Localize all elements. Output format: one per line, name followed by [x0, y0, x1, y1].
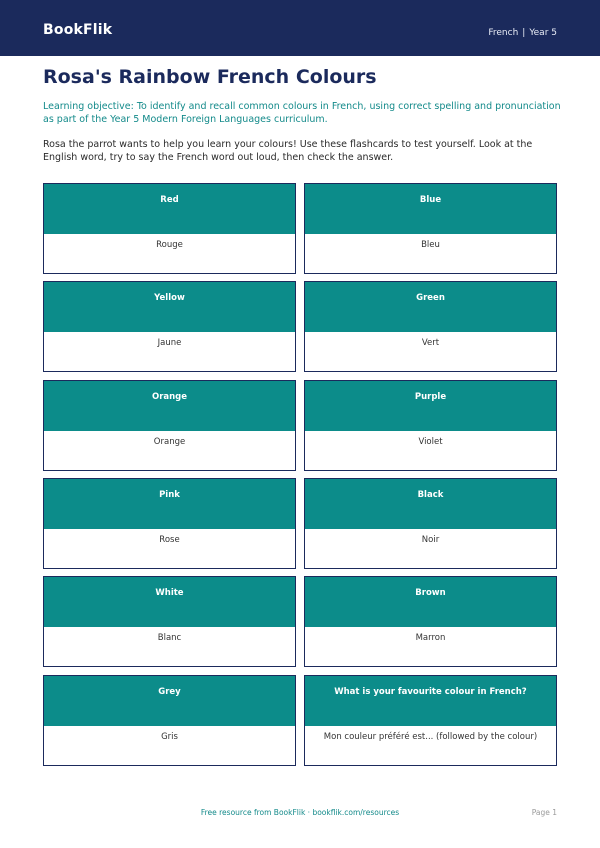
page-number: Page 1 — [531, 808, 557, 817]
flashcard[interactable] — [43, 576, 296, 667]
flashcard-back: Noir — [421, 535, 440, 545]
flashcard[interactable] — [43, 675, 296, 766]
flashcard-back: Mon couleur préféré est... (followed by the colour) — [323, 732, 538, 742]
flashcard-back: Jaune — [157, 338, 182, 348]
flashcard-front: Grey — [44, 676, 295, 726]
flashcard[interactable] — [43, 478, 296, 569]
flashcard-front: White — [44, 577, 295, 627]
breadcrumb — [488, 27, 557, 39]
flashcard-back: Gris — [161, 732, 178, 742]
flashcard-back: Violet — [418, 437, 443, 447]
flashcard-front: Green — [305, 282, 556, 332]
breadcrumb-separator: | — [522, 28, 526, 38]
flashcard-front: Orange — [44, 381, 295, 431]
page-title: Rosa's Rainbow French Colours — [43, 66, 377, 88]
flashcard-back: Rouge — [156, 240, 183, 250]
flashcard[interactable] — [304, 380, 557, 471]
flashcard-back: Blanc — [157, 633, 182, 643]
flashcard-back: Rose — [159, 535, 180, 545]
flashcard-front: Yellow — [44, 282, 295, 332]
flashcard-back: Bleu — [421, 240, 440, 250]
flashcard-back: Marron — [415, 633, 446, 643]
flashcard-front: Pink — [44, 479, 295, 529]
flashcard[interactable] — [304, 281, 557, 372]
flashcard[interactable] — [43, 183, 296, 274]
flashcard[interactable] — [43, 380, 296, 471]
flashcard-front: What is your favourite colour in French? — [305, 676, 556, 726]
flashcard-front: Red — [44, 184, 295, 234]
flashcard[interactable] — [43, 281, 296, 372]
flashcard[interactable] — [304, 576, 557, 667]
flashcard[interactable] — [304, 478, 557, 569]
flashcard-back: Orange — [153, 437, 186, 447]
learning-objective: Learning objective: To identify and recall common colours in French, using correct spelling and pronunciation as part of the Year 5 Modern Foreign Languages curriculum. — [43, 101, 561, 125]
flashcard-front: Blue — [305, 184, 556, 234]
year-label: Year 5 — [529, 28, 557, 38]
flashcard[interactable] — [304, 183, 557, 274]
flashcard-front: Purple — [305, 381, 556, 431]
header-bar — [0, 0, 600, 56]
flashcard-back: Vert — [421, 338, 440, 348]
flashcard-front: Brown — [305, 577, 556, 627]
footer-credit-link[interactable]: Free resource from BookFlik · bookflik.com/resources — [200, 808, 400, 817]
brand-logo[interactable]: BookFlik — [43, 22, 113, 38]
intro-text: Rosa the parrot wants to help you learn your colours! Use these flashcards to test yourself. Look at the English word, try to say the French word out loud, then check the answer. — [43, 139, 533, 163]
subject-label: French — [488, 28, 519, 38]
flashcard-front: Black — [305, 479, 556, 529]
flashcard[interactable] — [304, 675, 557, 766]
